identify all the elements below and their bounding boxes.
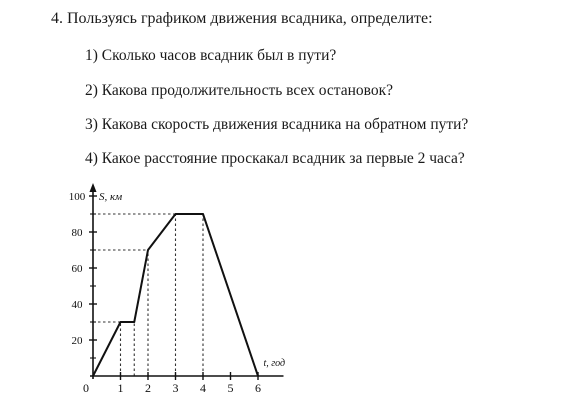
- task-title: 4. Пользуясь графиком движения всадника, определите:: [51, 10, 433, 27]
- dotted-guides: [93, 214, 203, 376]
- tick-labels: [69, 191, 261, 395]
- y-tick-label-0: 20: [71, 335, 83, 347]
- y-tick-label-3: 80: [71, 227, 83, 239]
- x-tick-label-4: 4: [200, 381, 206, 395]
- x-tick-label-6: 6: [255, 381, 261, 395]
- x-tick-label-0: 0: [83, 381, 89, 395]
- question-2: 2) Какова продолжительность всех остановок?: [85, 82, 394, 99]
- y-tick-label-2: 60: [71, 263, 83, 275]
- y-tick-label-1: 40: [71, 299, 83, 311]
- ticks: [89, 196, 258, 380]
- question-4: 4) Какое расстояние проскакал всадник за первые 2 часа?: [85, 150, 465, 167]
- x-axis-label: t, год: [263, 358, 286, 369]
- x-tick-label-1: 1: [117, 381, 124, 395]
- x-tick-label-3: 3: [172, 381, 179, 395]
- axes: [90, 183, 284, 379]
- question-1: 1) Сколько часов всадник был в пути?: [85, 47, 337, 64]
- x-tick-label-5: 5: [227, 381, 234, 395]
- y-tick-label-4: 100: [68, 191, 86, 203]
- y-axis-arrow: [90, 183, 97, 192]
- question-3: 3) Какова скорость движения всадника на обратном пути?: [85, 116, 469, 133]
- x-tick-label-2: 2: [145, 381, 151, 395]
- y-axis-label: S, км: [99, 191, 123, 203]
